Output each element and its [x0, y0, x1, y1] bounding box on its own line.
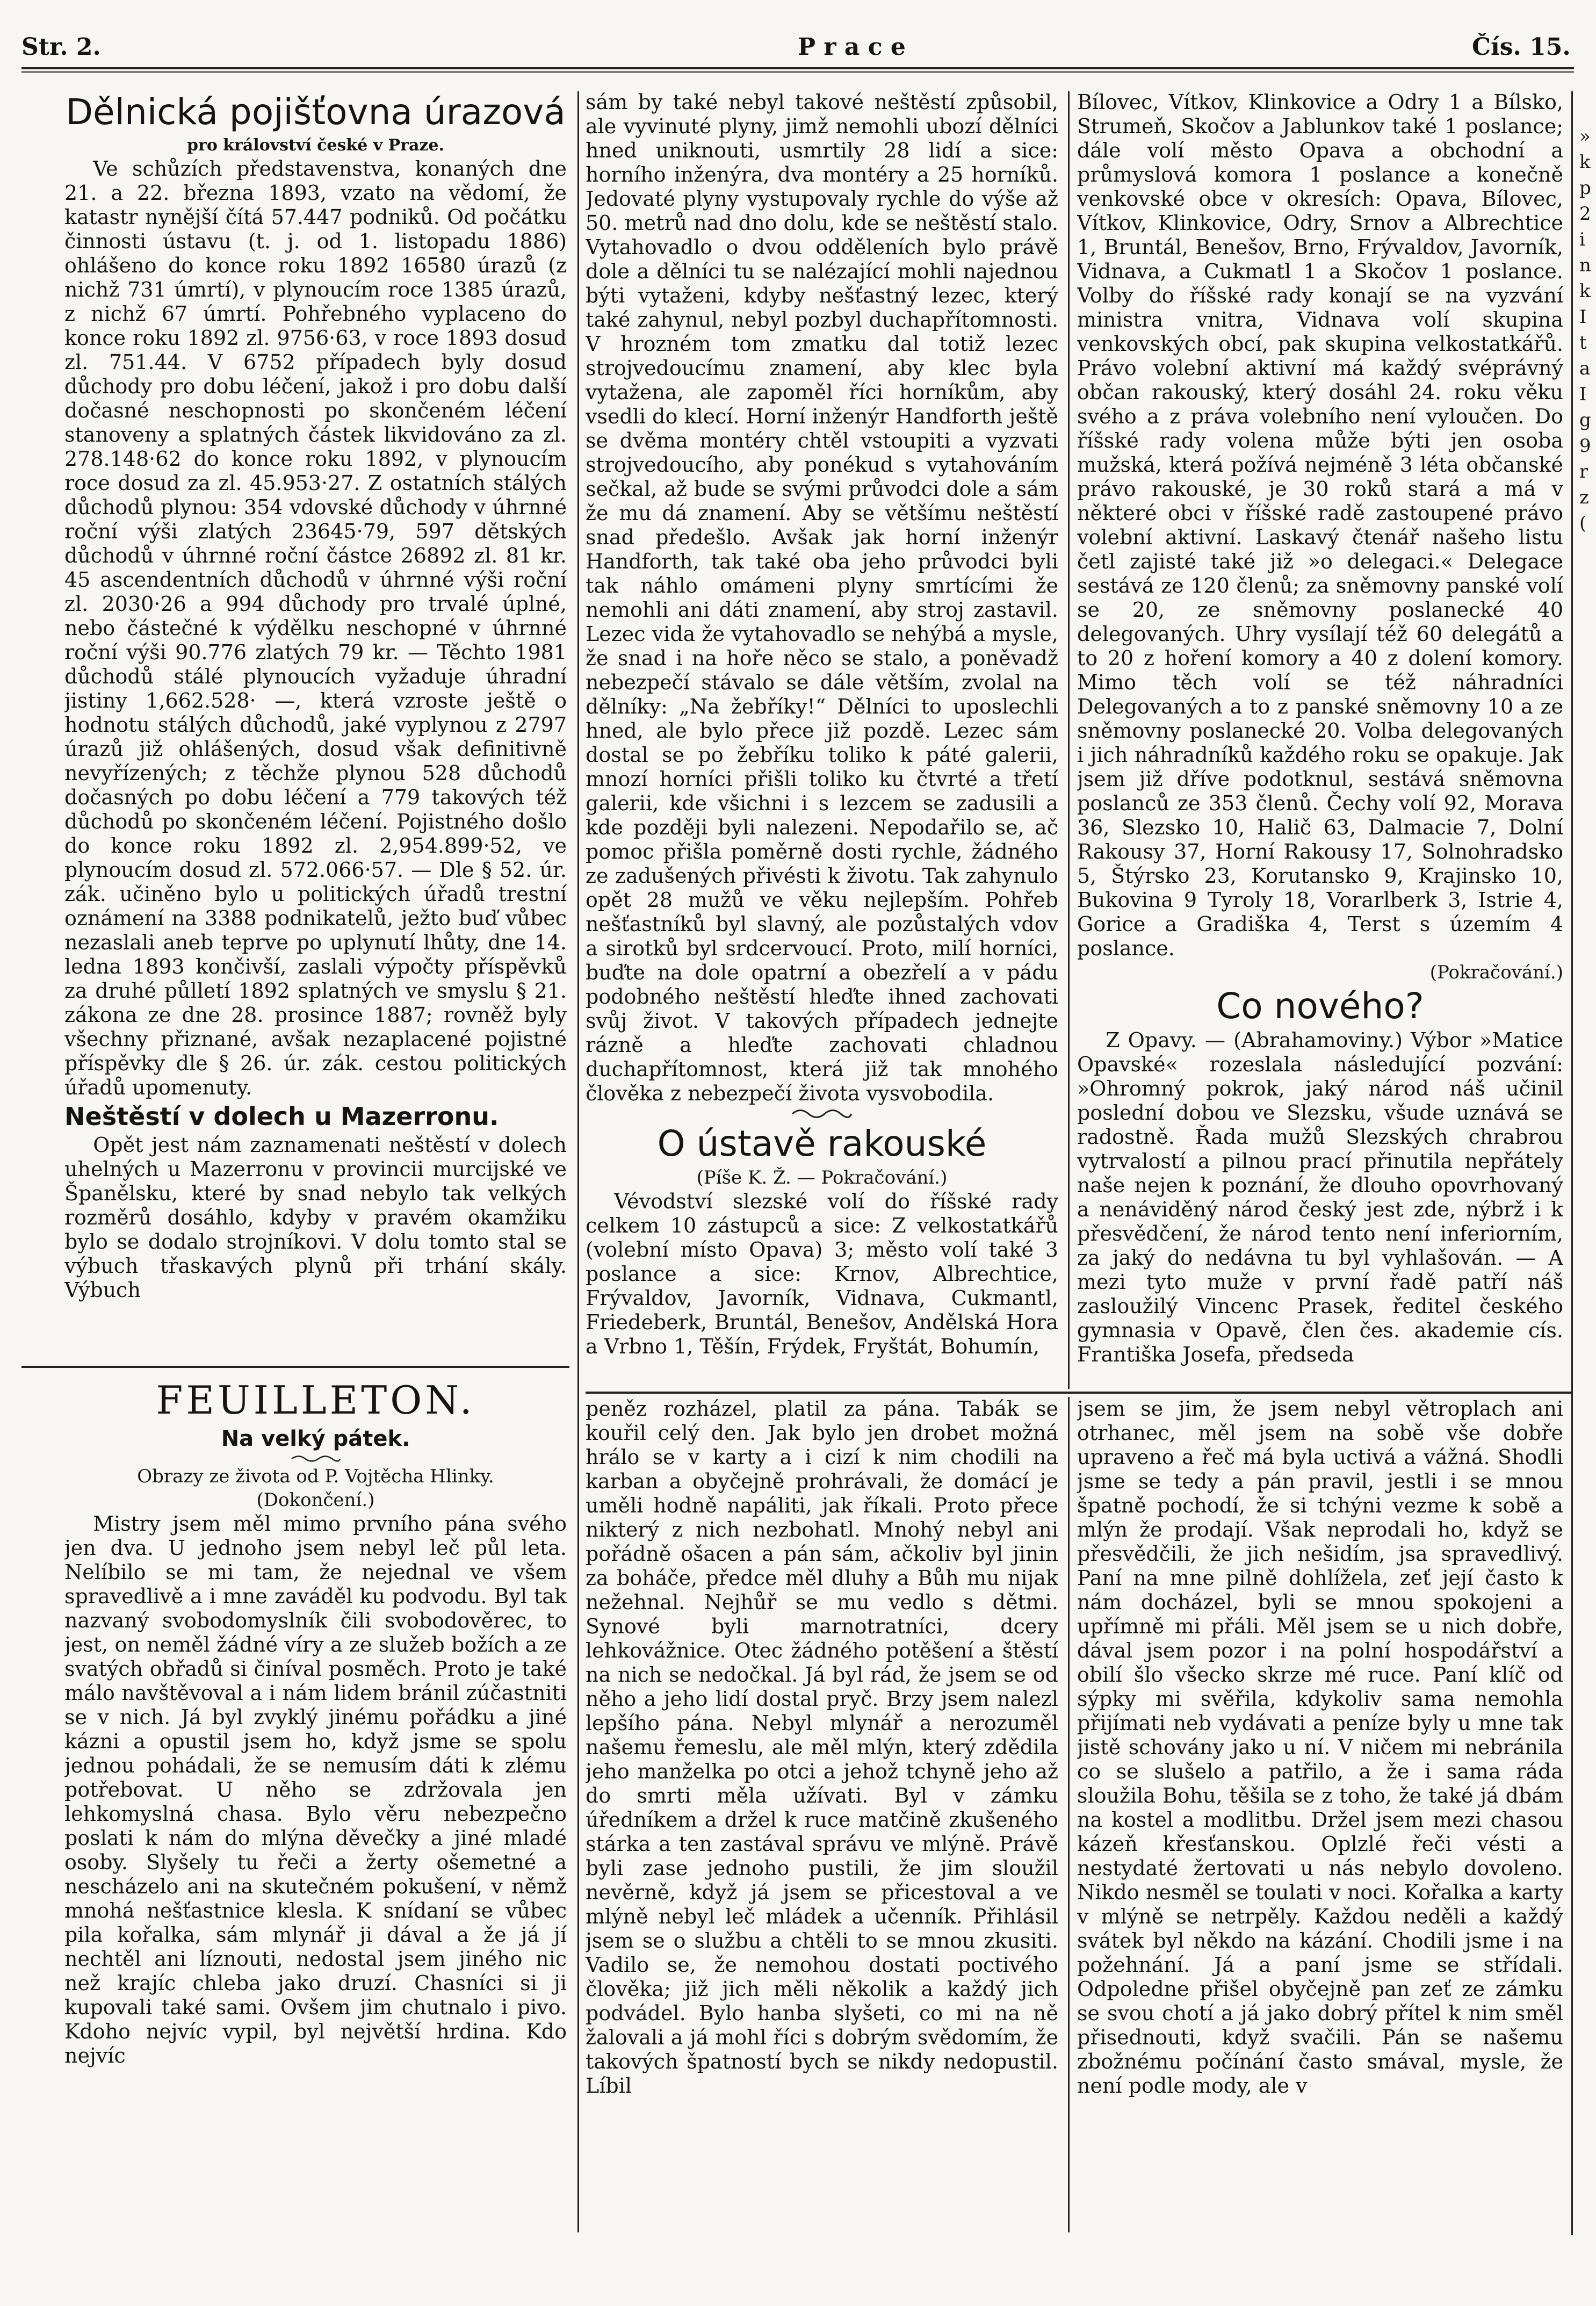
- feuilleton-column-b: [586, 1397, 1058, 2230]
- feuilleton-body: jsem se jim, že jsem nebyl větroplach ani otrhanec, měl jsem na sobě vše dobře upraveno a řeč má byla uctivá a vážná. Shodli jsme se tedy a pán pravil, jestli i se mnou špatně pochodí, že si tchýni vezme k sobě a mlýn že prodají. Však neprodali ho, když se přesvědčili, že jich nešidím, jsa spravedlivý. Paní na mne pilně dohlížela, zeť její často k nám docházel, byli se mnou spokojeni a upřímně mi přáli. Měl jsem se u nich dobře, dával jsem pozor i na polní hospodářství a obilí šlo všecko skrze mé ruce. Paní klíč od sýpky mi svěřila, kdykoliv sama nemohla přijímati neb vydávati a peníze byly u mne tak jistě schovány jako u ní. V ničem mi nebránila co se slušelo a patřilo, a že i sama ráda sloužila Bohu, těšila se z toho, že také já dbám na kostel a modlitbu. Držel jsem mezi chasou kázeň křesťanskou. Oplzlé řeči vésti a nestydaté žertovati u nás nebylo dovoleno. Nikdo nesměl se toulati v noci. Kořalka a karty v mlýně se netrpěly. Každou neděli a každý svátek byl někdo na kázání. Chodili jsme i na požehnání. Já a paní jsme se střídali. Odpoledne přišel obyčejně pan zeť ze zámku se svou chotí a já jako dobrý přítel k nim směl přisednouti, když svačili. Pán se našemu zbožnému počínání často smával, mysle, že není podle mody, ale v: [1077, 1397, 1563, 2098]
- col1-divider: [21, 1366, 569, 1368]
- article-continuation: sám by také nebyl takové neštěstí způsobil, ale vyvinuté plyny, jimž nemohli ubozí dělníci hned uniknouti, usmrtily 28 lidí a sice: horního inženýra, dva montéry a 25 horníků. Jedovaté plyny vystupovaly rychle do výše až 50. metrů nad dno dolu, kde se neštěstí stalo. Vytahovadlo o dvou odděleních bylo právě dole a dělníci tu se nalézající mohli najednou býti vytaženi, kdyby nešťastný lezec, který také zahynul, nebyl pozbyl duchapřítomnosti. V hrozném tom zmatku dal totiž lezec strojvedoucímu znamení, aby klec byla vytažena, ale zapoměl říci horníkům, aby vsedli do klecí. Horní inženýr Handforth ještě se dvěma montéry chtěl vstoupiti a vyzvati strojvedoucího, aby ponékud s vytahováním sečkal, až bude se svými průvodci dole a sám že mu dá znamení. Aby se většímu neštěstí snad předešlo. Avšak jak horní inženýr Handforth, tak také oba jeho průvodci byli tak náhlo omámeni plyny smrtícími že nemohli ani dáti znamení, aby stroj zastavil. Lezec vida že vytahovadlo se nehýbá a mysle, že snad i na hoře něco se stalo, a poněvadž nebezpečí stávalo se dále větším, zvolal na dělníky: „Na žebříky!“ Dělníci to uposlechli hned, ale bylo přece již pozdě. Lezec sám dostal se po žebříku toliko k páté galerii, mnozí horníci přišli toliko ku čtvrté a třetí galerii, kde všichni i s lezcem se zadusili a kde později byli nalezeni. Nepodařilo se, ač pomoc přišla poměrně dosti rychle, žádného ze zadušených přivésti k životu. Tak zahynulo opět 28 mužů ve věku nejlepším. Pohřeb nešťastníků byl slavný, ale pozůstalých vdov a sirotků byl srdcervoucí. Proto, milí horníci, buďte na dole opatrní a obezřelí a v pádu podobného neštěstí hleďte ihned zachovati svůj život. V takových případech jednejte rázně a hleďte zachovati chladnou duchapřítomnost, která již tak mnohého člověka z nebezpečí života vysvobodila.: [586, 90, 1058, 1105]
- feuilleton-rule-1: [577, 1367, 579, 2232]
- feuilleton-heading: FEUILLETON.: [156, 1378, 475, 1423]
- title-flourish: [289, 1453, 343, 1465]
- article-continuation: Bílovec, Vítkov, Klinkovice a Odry 1 a Bílsko, Strumeň, Skočov a Jablunkov také 1 poslance; dále volí město Opava a obchodní a průmyslová komora 1 poslance a konečně venkovské obce v okresích: Opava, Bílovec, Vítkov, Klinkovice, Odry, Srnov a Albrechtice 1, Bruntál, Benešov, Brno, Frývaldov, Javorník, Vidnava, a Cukmatl 1 a Skočov 1 poslance. Volby do říšské rady konají se na vyzvání ministra vnitra, Vidnava volí skupina venkovských obcí, pak skupina velkostatkářů. Právo volební aktivní má každý svéprávný občan rakouský, který dosáhl 24. roku věku svého a z práva volebního není vyloučen. Do říšské rady volena může býti jen osoba mužská, která požívá nejméně 3 léta občanské právo rakouské, je 30 roků stará a má v některé obci v říšské radě zastoupené právo volební aktivní. Laskavý čtenář našeho listu četl zajisté také již »o delegaci.« Delegace sestává ze 120 členů; za sněmovny panské volí se 20, ze sněmovny poslanecké 40 delegovaných. Uhry vysílají též 60 delegátů a to 20 z hoření komory a 40 z dolení komory. Mimo těch volí se též náhradníci Delegovaných a to z panské sněmovny 10 a ze sněmovny poslanecké 20. Volba delegovaných i jich náhradníků každého roku se opakuje. Jak jsem již dříve podotknul, sestává sněmovna poslanců ze 353 členů. Čechy volí 92, Morava 36, Slezsko 10, Halič 63, Dalmacie 7, Dolní Rakousy 37, Horní Rakousy 17, Solnohradsko 5, Štýrsko 23, Korutansko 9, Krajinsko 10, Bukovina 9 Tyroly 18, Vorarlberk 3, Istrie 4, Gorice a Gradiška 4, Terst s územím 4 poslance.: [1077, 90, 1563, 960]
- header-rule: [21, 67, 1574, 69]
- article-title: O ústavě rakouské: [657, 1123, 987, 1164]
- article-title: Dělnická pojišťovna úrazová: [66, 91, 566, 133]
- article-body: Opět jest nám zaznamenati neštěstí v dolech uhelných u Mazerronu v provincii murcijské ve Španělsku, které by snad nebylo tak velkých rozměrů dosáhlo, kdyby v pravém okamžiku bylo se dodalo strojníkovi. V dolu tomto stal se výbuch třaskavých plynů při trhání skály. Výbuch: [64, 1133, 567, 1302]
- page-header: [21, 33, 1574, 66]
- article-title: Co nového?: [1216, 985, 1424, 1027]
- feuilleton-subtitle: Obrazy ze života od P. Vojtěcha Hlinky.: [137, 1466, 494, 1487]
- article-byline: (Píše K. Ž. — Pokračování.): [696, 1167, 948, 1188]
- article-title: Neštěstí v dolech u Mazerronu.: [64, 1102, 499, 1131]
- column-rule-2: [1068, 91, 1070, 1389]
- page-number: Str. 2.: [21, 33, 101, 61]
- feuilleton-rule-2: [1068, 1397, 1070, 2232]
- feuilleton-note: (Dokončení.): [256, 1489, 375, 1511]
- continuation-note: (Pokračování.): [1429, 962, 1563, 983]
- issue-number: Čís. 15.: [1472, 33, 1571, 61]
- column-rule-1: [577, 91, 579, 1389]
- column-3: [1077, 90, 1563, 1385]
- feuilleton-column-c: [1077, 1397, 1563, 2230]
- column-2: [586, 90, 1058, 1385]
- feuilleton-body: peněz rozházel, platil za pána. Tabák se kouřil celý den. Jak bylo jen drobet možná hrálo se v karty a i cizí k nim chodili na karban a obyčejně prohrávali, že domácí je uměli hodně napáliti, jak říkali. Proto přece nikterý z nich nezbohatl. Mnohý nebyl ani pořádně ošacen a pán sám, ačkoliv byl jinin za boháče, předce měl dluhy a Bůh mu nijak nežehnal. Nejhůř se mu vedlo s dětmi. Synové byli marnotratníci, dcery lehkovážnice. Otec žádného potěšení a štěstí na nich se nedočkal. Já byl rád, že jsem se od něho a jeho lidí dostal pryč. Brzy jsem nalezl lepšího pána. Nebyl mlynář a nerozuměl našemu řemeslu, ale měl mlýn, který zdědila jeho manželka po otci a jehož tchyně jeho až do smrti měla užívati. Byl v zámku úředníkem a držel k ruce matčině zkušeného stárka a ten zastával správu ve mlýně. Právě byli zase jednoho pustili, že jim sloužil nevěrně, když já jsem se přicestoval a ve mlýně nebyl leč mládek a učenník. Přihlásil jsem se o službu a chtěli to se mnou zkusiti. Vadilo se, že nemohou dostati poctivého člověka; již jich měli několik a každý jich podvádel. Bylo hanba slyšeti, co mi na ně žalovali a já mohl říci s dobrým svědomím, že takových špatností bych se nikdy nedopustil. Líbil: [586, 1397, 1058, 2098]
- clipped-edge-text: » k p 2 i n k I t a I g 9 r z (: [1579, 126, 1591, 534]
- header-rule-thin: [21, 71, 1574, 73]
- feuilleton-title: Na velký pátek.: [221, 1426, 410, 1451]
- section-divider: [586, 1392, 1571, 1394]
- article-body: Ve schůzích představenstva, konaných dne 21. a 22. března 1893, vzato na vědomí, že katastr nynější čítá 57.447 podniků. Od počátku činnosti ústavu (t. j. od 1. listopadu 1886) ohlášeno do konce roku 1892 16580 úrazů (z nichž 731 úmrtí), v plynoucím roce 1385 úrazů, z nichž 67 úmrtí. Pohřebného vyplaceno do konce roku 1892 zl. 9756·63, v roce 1893 dosud zl. 751.44. V 6752 případech byly dosud důchody pro dobu léčení, jakož i pro dobu další dočasné neschopnosti po skončeném léčení stanoveny a splatných částek likvidováno za zl. 278.148·62 do konce roku 1892, v plynoucím roce dosud za zl. 45.953·27. Z ostatních stálých důchodů plynou: 354 vdovské důchody v úhrnné roční výši zlatých 23645·79, 597 dětských důchodů v úhrnné roční částce 26892 zl. 81 kr. 45 ascendentních důchodů v úhrnné výši roční zl. 2030·26 a 994 důchody pro trvalé úplné, nebo částečné k výdělku neschopné v úhrnné roční výši 90.776 zlatých 79 kr. — Těchto 1981 důchodů stálé plynoucích vyžaduje úhradní jistiny 1,662.528· —, která vzroste ještě o hodnotu stálých důchodů, jaké vyplynou z 2797 úrazů již ohlášených, dosud však definitivně nevyřízených; z těchže plynou 528 důchodů dočasných po dobu léčení a 779 takových též důchodů po skončeném léčení. Pojistného došlo do konce roku 1892 zl. 2,954.899·52, ve plynoucím dosud zl. 572.066·57. — Dle § 52. úr. zák. učiněno bylo u politických úřadů trestní oznámení na 3388 podnikatelů, ježto buď vůbec nezaslali aneb teprve po uplynutí lhůty, dne 14. ledna 1893 končivší, zaslali výpočty příspěvků za druhé půlletí 1892 splatných ve smyslu § 21. zákona ze dne 28. prosince 1887; rovněž byly všechny přiznané, avšak nezaplacené pojistné příspěvky dle § 26. úr. zák. cestou politických úřadů upomenuty.: [64, 157, 567, 1099]
- paper-title: P r a c e: [798, 33, 906, 61]
- column-1: [64, 90, 567, 1364]
- article-body: Vévodství slezské volí do říšské rady celkem 10 zástupců a sice: Z velkostatkářů (volební místo Opava) 3; město volí také 3 poslance a sice: Krnov, Albrechtice, Frývaldov, Javorník, Vidnava, Cukmantl, Friedeberk, Bruntál, Benešov, Andělská Hora a Vrbno 1, Těšín, Frýdek, Fryštát, Bohumín,: [586, 1190, 1058, 1358]
- divider-flourish: [790, 1106, 854, 1122]
- feuilleton-body: Mistry jsem měl mimo prvního pána svého jen dva. U jednoho jsem nebyl leč půl leta. Nelíbilo se mi tam, že nejednal ve všem spravedlivě a i mne zaváděl ku podvodu. Byl tak nazvaný svobodomyslník čili svobodověrec, to jest, on neměl žádné víry a ze služeb božích a ze svatých obřadů si činíval posměch. Proto je také málo navštěvoval a i nám lidem bránil zúčastniti se v nich. Já byl zvyklý jinému pořádku a jiné kázni a opustil jsem ho, když jsme se spolu jednou pohádali, že se nemusím dáti k zlému potřebovat. U něho se zdržovala jen lehkomyslná chasa. Bylo věru nebezpečno poslati k nám do mlýna děvečky a jiné mladé osoby. Slyšely tu řeči a žerty ošemetné a nescházelo ani na skutečném pokušení, v němž mnohá nešťastnice klesla. K snídaní se vůbec pila kořalka, sám mlynář ji dával a že já jí nechtěl ani líznouti, nedostal jsem jiného nic než krajíc chleba jako druzí. Chasníci si ji kupovali také sami. Ovšem jim chutnalo i pivo. Kdoho nejvíc vypil, byl největší hrdina. Kdo nejvíc: [64, 1512, 567, 2067]
- column-rule-edge: [1571, 91, 1573, 2235]
- feuilleton-column-a: [64, 1375, 567, 2230]
- article-subtitle: pro království české v Praze.: [187, 136, 444, 155]
- article-body: Z Opavy. — (Abrahamoviny.) Výbor »Matice Opavské« rozeslala následující pozvání: »Ohromný pokrok, jaký národ náš učinil poslední dobou ve Slezsku, všude uznává se radostně. Řada mužů Slezských chrabrou vytrvalostí a pilnou prací přinutila nepřátely naše nejen k poznání, že dlouho opovrhovaný a nenáviděný národ český jest zde, nýbrž i k přesvědčení, že národ tento není inferiorním, za jaký do nedávna tu byl vyhlašován. — A mezi tyto muže v první řadě patří náš zasloužilý Vincenc Prasek, ředitel českého gymnasia v Opavě, člen čes. akademie cís. Františka Josefa, předseda: [1077, 1028, 1563, 1366]
